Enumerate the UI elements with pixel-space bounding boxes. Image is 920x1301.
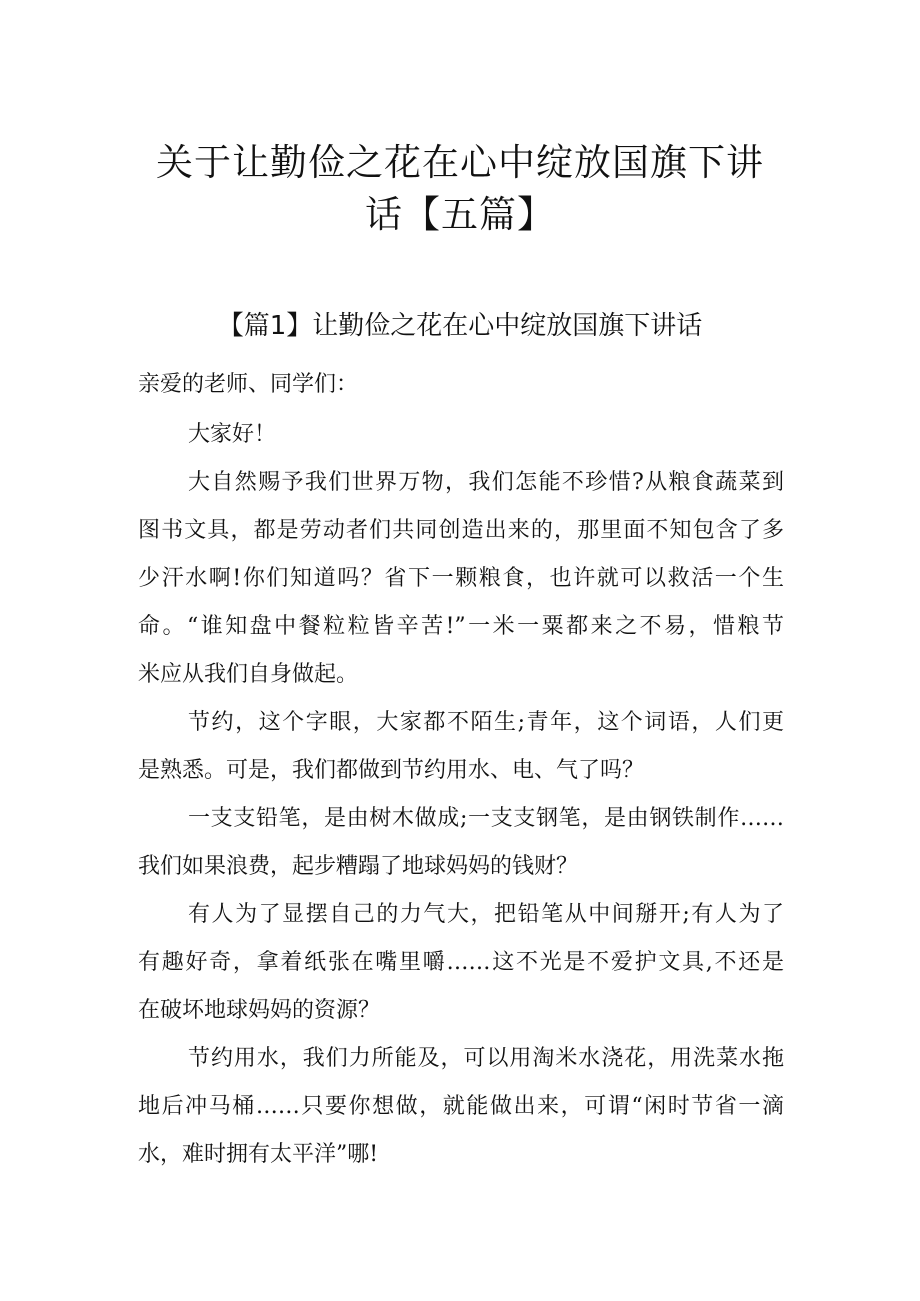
paragraph-3-line-2: 我们如果浪费，起步糟蹋了地球妈妈的钱财？ [138,854,579,879]
paragraph-5-line-1: 节约用水，我们力所能及，可以用淘米水浇花，用洗菜水拖 [188,1046,784,1071]
paragraph-5-line-3: 水，难时拥有太平洋”哪! [138,1142,379,1167]
paragraph-4-line-1: 有人为了显摆自己的力气大，把铅笔从中间掰开;有人为了 [188,902,784,927]
paragraph-1-line-2: 图书文具，都是劳动者们共同创造出来的，那里面不知包含了多 [138,518,784,543]
paragraph-2-line-2: 是熟悉。可是，我们都做到节约用水、电、气了吗？ [138,758,645,783]
document-title-line-2: 话【五篇】 [365,193,555,236]
section-heading: 【篇1】让勤俭之花在心中绽放国旗下讲话 [217,311,703,341]
paragraph-1-line-4: 命。“谁知盘中餐粒粒皆辛苦!”一米一粟都来之不易，惜粮节 [138,614,784,639]
paragraph-1-line-1: 大自然赐予我们世界万物，我们怎能不珍惜?从粮食蔬菜到 [188,470,784,495]
paragraph-3-line-1: 一支支铅笔，是由树木做成;一支支钢笔，是由钢铁制作…… [188,806,784,831]
document-title-line-1: 关于让勤俭之花在心中绽放国旗下讲 [156,141,764,184]
greeting: 大家好！ [188,422,277,447]
paragraph-5-line-2: 地后冲马桶……只要你想做，就能做出来，可谓“闲时节省一滴 [138,1094,784,1119]
salutation: 亲爱的老师、同学们： [138,372,359,397]
paragraph-1-line-3: 少汗水啊!你们知道吗？省下一颗粮食，也许就可以救活一个生 [138,566,784,591]
paragraph-1-line-5: 米应从我们自身做起。 [138,662,359,687]
paragraph-4-line-3: 在破坏地球妈妈的资源？ [138,998,381,1023]
paragraph-2-line-1: 节约，这个字眼，大家都不陌生;青年，这个词语，人们更 [188,710,784,735]
paragraph-4-line-2: 有趣好奇，拿着纸张在嘴里嚼……这不光是不爱护文具,不还是 [138,950,784,975]
